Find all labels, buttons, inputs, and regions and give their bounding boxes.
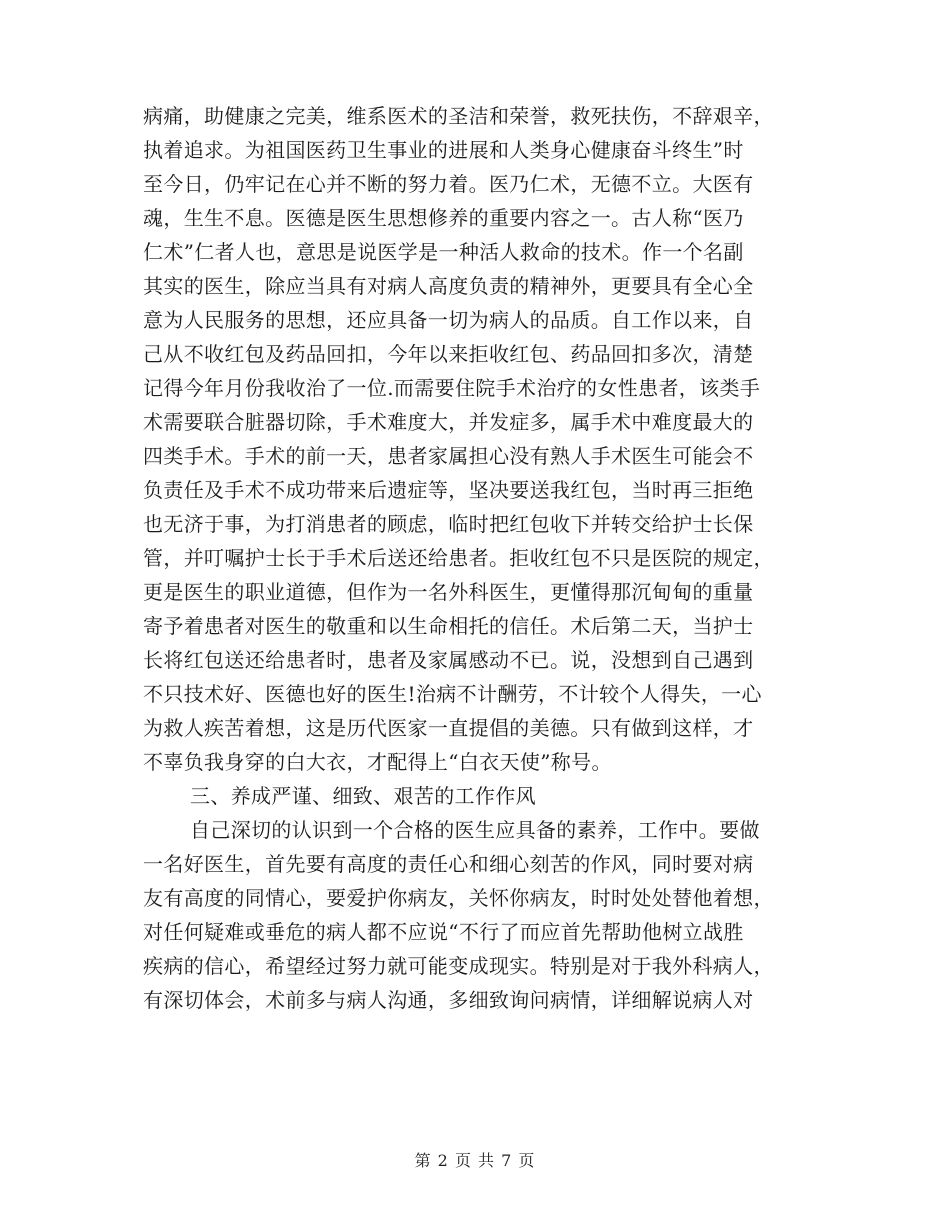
body-line: 有深切体会，术前多与病人沟通，多细致询问病情，详细解说病人对 bbox=[143, 988, 754, 1012]
body-line: 至今日，仍牢记在心并不断的努力着。医乃仁术，无德不立。大医有 bbox=[143, 172, 754, 196]
body-line: 不只技术好、医德也好的医生!治病不计酬劳，不计较个人得失，一心 bbox=[143, 682, 762, 706]
body-line: 自己深切的认识到一个合格的医生应具备的素养，工作中。要做 bbox=[190, 818, 760, 842]
body-line: 疾病的信心，希望经过努力就可能变成现实。特别是对于我外科病人， bbox=[143, 954, 774, 978]
body-line: 己从不收红包及药品回扣，今年以来拒收红包、药品回扣多次，清楚 bbox=[143, 342, 754, 366]
body-line: 寄予着患者对医生的敬重和以生命相托的信任。术后第二天，当护士 bbox=[143, 614, 754, 638]
body-line: 术需要联合脏器切除，手术难度大，并发症多，属手术中难度最大的 bbox=[143, 410, 754, 434]
body-line: 管，并叮嘱护士长于手术后送还给患者。拒收红包不只是医院的规定， bbox=[143, 546, 774, 570]
body-line: 长将红包送还给患者时，患者及家属感动不已。说，没想到自己遇到 bbox=[143, 648, 754, 672]
body-line: 仁术”仁者人也，意思是说医学是一种活人救命的技术。作一个名副 bbox=[143, 240, 744, 264]
body-line: 意为人民服务的思想，还应具备一切为病人的品质。自工作以来，自 bbox=[143, 308, 754, 332]
body-line: 其实的医生，除应当具有对病人高度负责的精神外，更要具有全心全 bbox=[143, 274, 754, 298]
body-line: 不辜负我身穿的白大衣，才配得上“白衣天使”称号。 bbox=[143, 750, 612, 774]
body-line: 负责任及手术不成功带来后遗症等，坚决要送我红包，当时再三拒绝 bbox=[143, 478, 754, 502]
body-line: 记得今年月份我收治了一位.而需要住院手术治疗的女性患者，该类手 bbox=[143, 376, 761, 400]
page-number-footer: 第 2 页 共 7 页 bbox=[414, 1151, 536, 1170]
body-line: 也无济于事，为打消患者的顾虑，临时把红包收下并转交给护士长保 bbox=[143, 512, 754, 536]
body-line: 更是医生的职业道德，但作为一名外科医生，更懂得那沉甸甸的重量 bbox=[143, 580, 754, 604]
body-line: 执着追求。为祖国医药卫生事业的进展和人类身心健康奋斗终生”时 bbox=[143, 138, 744, 162]
body-line: 对任何疑难或垂危的病人都不应说“不行了而应首先帮助他树立战胜 bbox=[143, 920, 744, 944]
body-line: 友有高度的同情心，要爱护你病友，关怀你病友，时时处处替他着想， bbox=[143, 886, 774, 910]
body-line: 为救人疾苦着想，这是历代医家一直提倡的美德。只有做到这样，才 bbox=[143, 716, 754, 740]
body-line: 病痛，助健康之完美，维系医术的圣洁和荣誉，救死扶伤，不辞艰辛， bbox=[143, 104, 774, 128]
body-line: 魂，生生不息。医德是医生思想修养的重要内容之一。古人称“医乃 bbox=[143, 206, 744, 230]
body-line: 四类手术。手术的前一天，患者家属担心没有熟人手术医生可能会不 bbox=[143, 444, 754, 468]
body-text bbox=[143, 99, 807, 1017]
body-line: 一名好医生，首先要有高度的责任心和细心刻苦的作风，同时要对病 bbox=[143, 852, 754, 876]
section-heading: 三、养成严谨、细致、艰苦的工作作风 bbox=[190, 784, 536, 808]
